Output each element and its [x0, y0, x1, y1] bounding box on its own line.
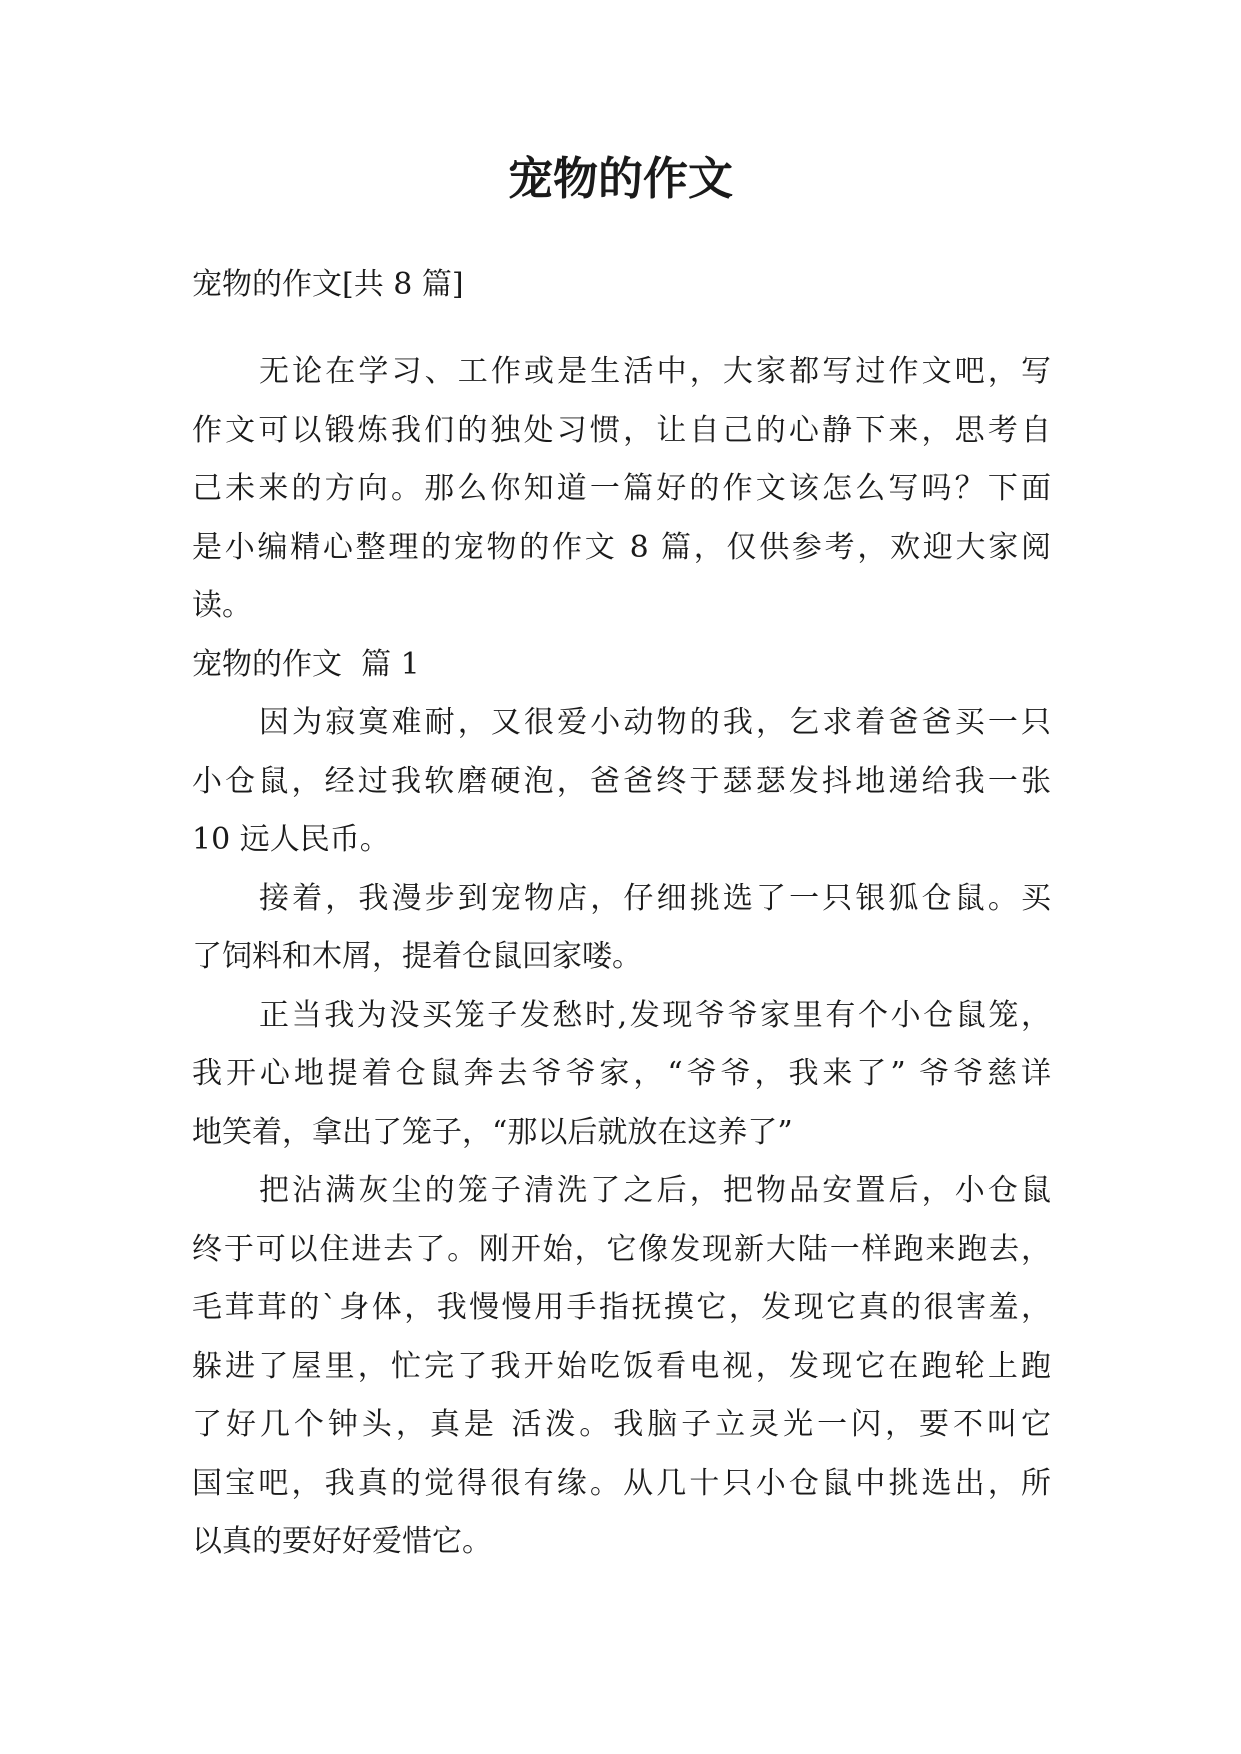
paragraph-line: 我开心地提着仓鼠奔去爷爷家，“爷爷，我来了” 爷爷慈详: [192, 1056, 1051, 1091]
paragraph-line: 把沾满灰尘的笼子清洗了之后，把物品安置后，小仓鼠: [259, 1173, 1051, 1208]
essay-paragraph: [192, 694, 1051, 870]
paragraph-line: 毛茸茸的`身体，我慢慢用手指抚摸它，发现它真的很害羞，: [192, 1290, 1051, 1325]
paragraph-line: 己未来的方向。那么你知道一篇好的作文该怎么写吗？下面: [192, 471, 1051, 506]
paragraph-line: 接着，我漫步到宠物店，仔细挑选了一只银狐仓鼠。买: [259, 880, 1051, 916]
paragraph-line: 是小编精心整理的宠物的作文 8 篇，仅供参考，欢迎大家阅: [192, 529, 1051, 565]
paragraph-line: 读。: [192, 588, 252, 623]
paragraph-line: 国宝吧，我真的觉得很有缘。从几十只小仓鼠中挑选出，所: [192, 1465, 1051, 1501]
collection-heading: 宠物的作文[共 8 篇]: [192, 267, 464, 302]
paragraph-line: 10 远人民币。: [192, 822, 390, 857]
paragraph-line: 了饲料和木屑，提着仓鼠回家喽。: [192, 939, 642, 974]
paragraph-line: 躲进了屋里，忙完了我开始吃饭看电视，发现它在跑轮上跑: [192, 1348, 1051, 1384]
paragraph-line: 作文可以锻炼我们的独处习惯，让自己的心静下来，思考自: [192, 412, 1051, 448]
intro-paragraph: [192, 343, 1051, 636]
paragraph-line: 了好几个钟头，真是 活泼。我脑子立灵光一闪，要不叫它: [192, 1407, 1051, 1442]
paragraph-line: 以真的要好好爱惜它。: [192, 1524, 492, 1559]
paragraph-line: 无论在学习、工作或是生活中，大家都写过作文吧，写: [259, 354, 1051, 389]
document-body: [192, 256, 1051, 1572]
paragraph-line: 正当我为没买笼子发愁时,发现爷爷家里有个小仓鼠笼，: [259, 997, 1051, 1033]
paragraph-line: 地笑着，拿出了笼子，“那以后就放在这养了”: [192, 1114, 793, 1150]
essay-paragraph: [192, 870, 1051, 987]
essay-paragraph: [192, 1162, 1051, 1572]
essay-paragraph: [192, 987, 1051, 1163]
paragraph-line: 终于可以住进去了。刚开始，它像发现新大陆一样跑来跑去，: [192, 1231, 1051, 1267]
document-title: 宠物的作文: [507, 152, 733, 205]
essay-heading: 宠物的作文 篇 1: [192, 646, 420, 682]
paragraph-line: 小仓鼠，经过我软磨硬泡，爸爸终于瑟瑟发抖地递给我一张: [192, 763, 1051, 799]
paragraph-line: 因为寂寞难耐，又很爱小动物的我，乞求着爸爸买一只: [259, 705, 1051, 740]
